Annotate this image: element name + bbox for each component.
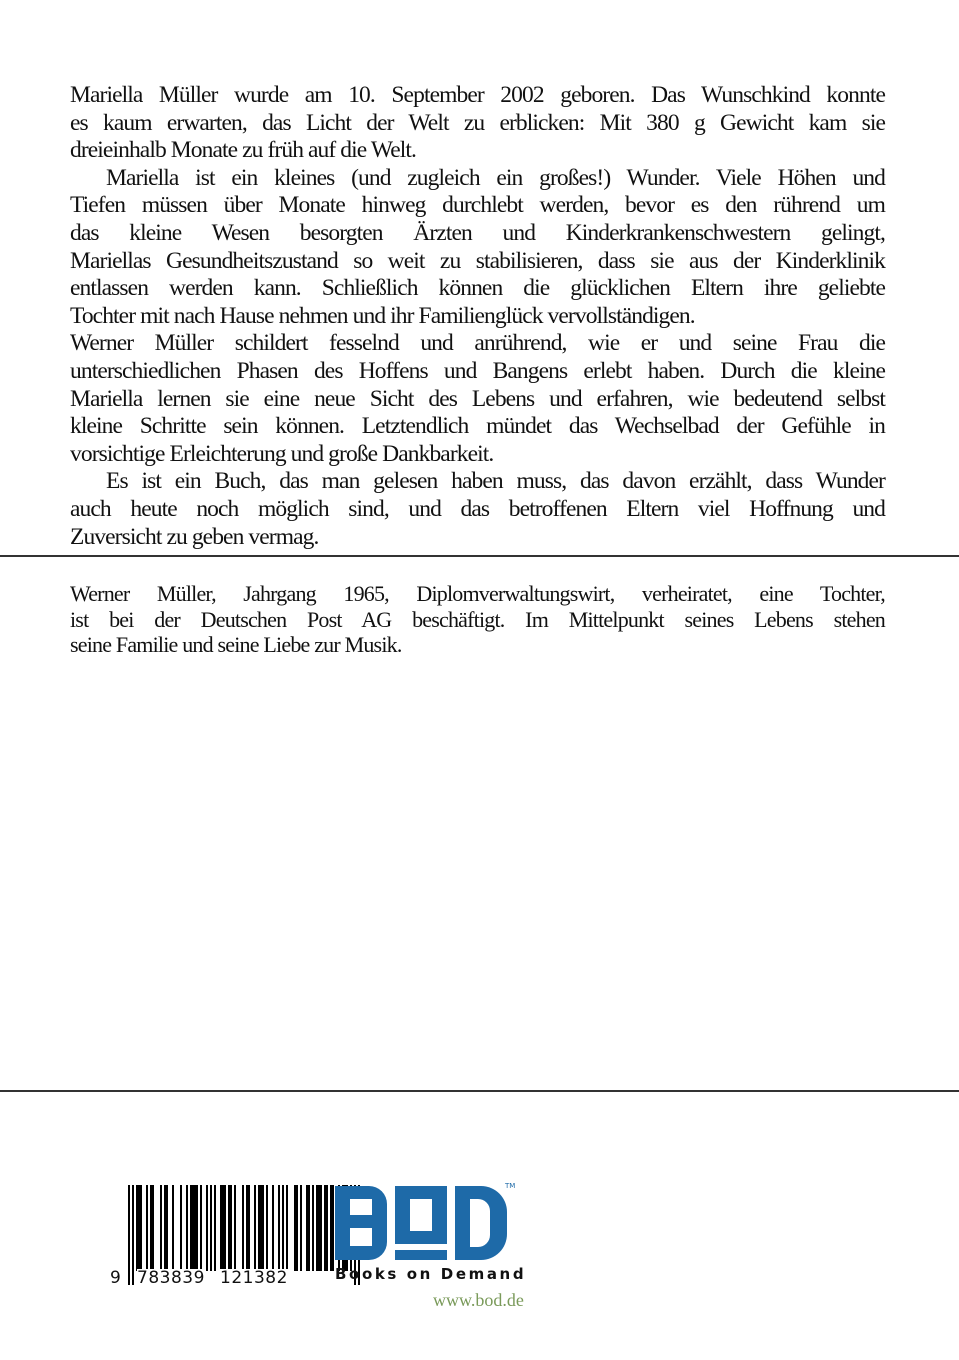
text-line: kleine Schritte sein können. Letztendlich mündet das Wechselbad der Gefühle in — [70, 413, 885, 440]
blurb-text — [70, 82, 885, 551]
text-line: dreieinhalb Monate zu früh auf die Welt. — [70, 137, 417, 164]
text-line: Tiefen müssen über Monate hinweg durchlebt werden, bevor es den rührend um — [70, 192, 885, 219]
bod-logo-mark — [335, 1186, 507, 1260]
bod-logo — [335, 1182, 527, 1286]
text-line: Werner Müller schildert fesselnd und anrührend, wie er und seine Frau die — [70, 330, 885, 357]
text-line: entlassen werden kann. Schließlich können die glücklichen Eltern ihre geliebte — [70, 275, 885, 302]
text-line: Mariella ist ein kleines (und zugleich ein großes!) Wunder. Viele Höhen und — [106, 164, 885, 191]
publisher-url: www.bod.de — [433, 1290, 524, 1310]
divider — [0, 1090, 959, 1092]
text-line: vorsichtige Erleichterung und große Dankbarkeit. — [70, 440, 494, 467]
text-line: das kleine Wesen besorgten Ärzten und Kinderkrankenschwestern gelingt, — [70, 219, 885, 246]
text-line: Werner Müller, Jahrgang 1965, Diplomverwaltungswirt, verheiratet, eine Tochter, — [70, 581, 885, 606]
bod-tagline: Books on Demand — [335, 1265, 527, 1283]
text-line: es kaum erwarten, das Licht der Welt zu erblicken: Mit 380 g Gewicht kam sie — [70, 109, 885, 136]
isbn-group-1: 783839 — [137, 1268, 205, 1288]
isbn-first-digit: 9 — [110, 1268, 122, 1288]
trademark: TM — [505, 1182, 516, 1190]
isbn-group-2: 121382 — [220, 1268, 288, 1288]
text-line: auch heute noch möglich sind, und das betroffenen Eltern viel Hoffnung und — [70, 495, 885, 522]
text-line: Tochter mit nach Hause nehmen und ihr Familienglück vervollständigen. — [70, 302, 695, 329]
text-line: Zuversicht zu geben vermag. — [70, 523, 319, 550]
text-line: unterschiedlichen Phasen des Hoffens und Bangens erlebt haben. Durch die kleine — [70, 357, 885, 384]
text-line: ist bei der Deutschen Post AG beschäftigt. Im Mittelpunkt seines Lebens stehen — [70, 606, 885, 632]
text-line: Es ist ein Buch, das man gelesen haben muss, das davon erzählt, dass Wunder — [106, 468, 885, 495]
text-line: Mariella Müller wurde am 10. September 2002 geboren. Das Wunschkind konnte — [70, 82, 885, 108]
isbn-barcode — [110, 1185, 305, 1290]
text-line: Mariella lernen sie eine neue Sicht des Lebens und erfahren, wie bedeutend selbst — [70, 385, 885, 412]
author-bio — [70, 581, 885, 658]
divider — [0, 555, 959, 557]
text-line: Mariellas Gesundheitszustand so weit zu stabilisieren, dass sie aus der Kinderklinik — [70, 247, 885, 274]
text-line: seine Familie und seine Liebe zur Musik. — [70, 632, 402, 657]
barcode-bar — [190, 1185, 198, 1271]
